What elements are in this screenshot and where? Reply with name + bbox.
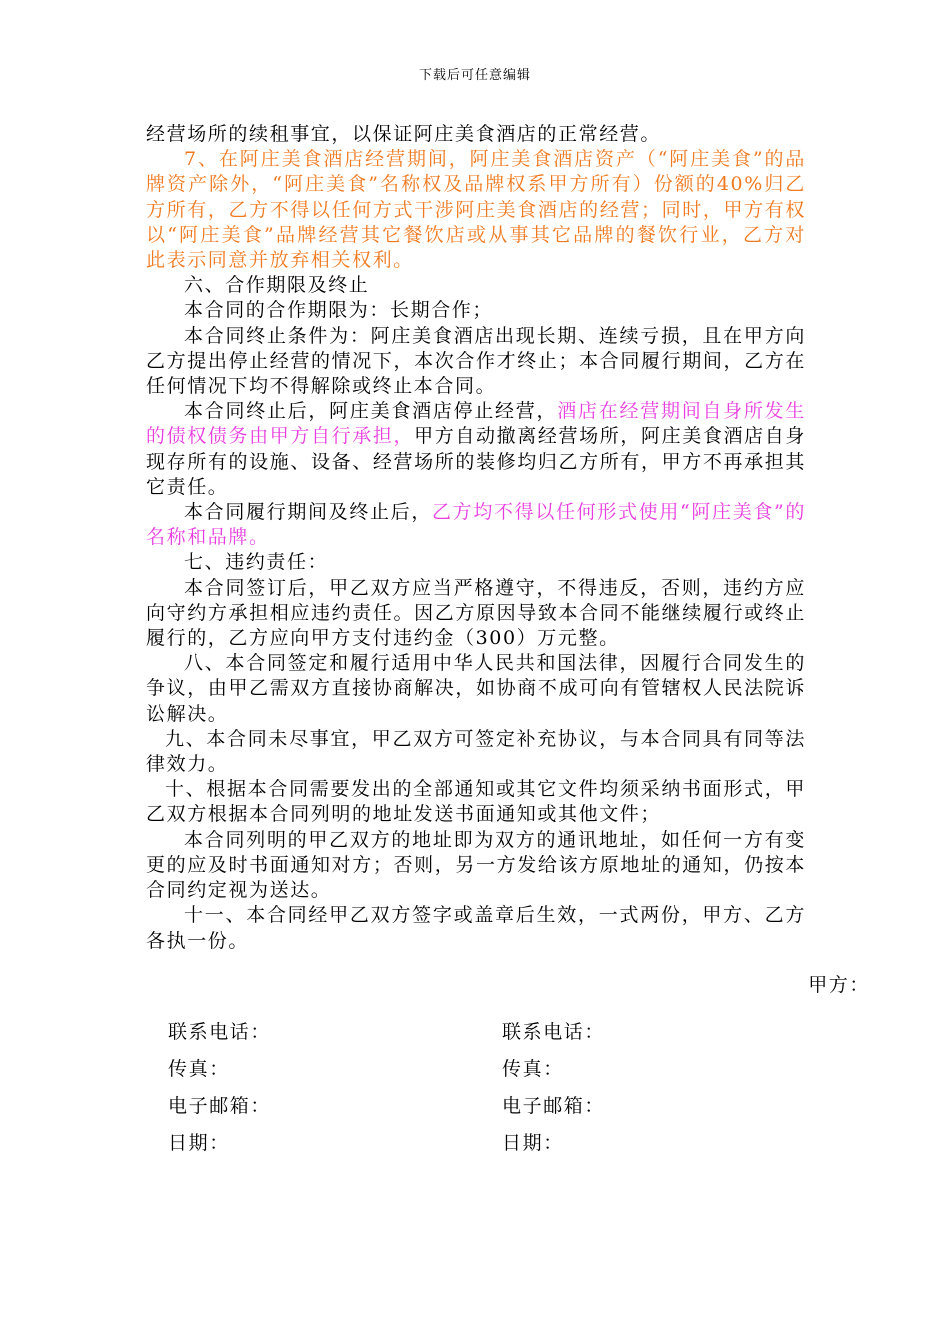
contact-fax-left: 传真： <box>168 1058 230 1080</box>
contact-email-left: 电子邮箱： <box>168 1095 272 1117</box>
text-segment: 九、本合同未尽事宜，甲乙双方可签定补充协议，与本合同具有同等法律效力。 <box>146 727 806 776</box>
contract-body <box>146 122 806 954</box>
contact-date-left: 日期： <box>168 1132 230 1154</box>
contact-block-left <box>168 1014 271 1162</box>
paragraph-p7 <box>146 550 806 575</box>
paragraph-p4 <box>146 324 806 400</box>
party-a-label: 甲方： <box>808 974 870 996</box>
contact-email-right: 电子邮箱： <box>502 1095 606 1117</box>
paragraph-p6 <box>146 500 806 550</box>
text-segment: 酒店在经营期间自身所发生的债权债务由甲方自行承担， <box>146 400 806 448</box>
text-segment: 7、在阿庄美食酒店经营期间，阿庄美食酒店资产（“阿庄美食”的品牌资产除外，“阿庄美食”名称权及品牌权系甲方所有）份额的40%归乙方所有，乙方不得以任何方式干涉阿庄美食酒店的经营；同时，甲方有权以“阿庄美食”品牌经营其它餐饮店或从事其它品牌的餐饮行业，乙方对此表示同意并放弃相关权利。 <box>146 148 806 272</box>
page-header: 下载后可任意编辑 <box>418 68 531 83</box>
text-segment: 七、违约责任： <box>184 551 329 574</box>
paragraph-p13 <box>146 903 806 953</box>
text-segment: 十、根据本合同需要发出的全部通知或其它文件均须采纳书面形式，甲乙双方根据本合同列明的地址发送书面通知或其他文件； <box>146 778 806 826</box>
text-segment: 本合同的合作期限为：长期合作； <box>184 299 494 322</box>
contact-phone-right: 联系电话： <box>502 1021 606 1043</box>
paragraph-p5 <box>146 399 806 500</box>
text-segment: 六、合作期限及终止 <box>184 274 370 297</box>
text-segment: 本合同签订后，甲乙双方应当严格遵守，不得违反，否则，违约方应向守约方承担相应违约责任。因乙方原因导致本合同不能继续履行或终止履行的，乙方应向甲方支付违约金（300）万元整。 <box>146 576 806 650</box>
paragraph-p11 <box>146 777 806 827</box>
contact-date-right: 日期： <box>502 1132 564 1154</box>
text-segment: 本合同履行期间及终止后， <box>184 501 432 524</box>
paragraph-p9 <box>146 651 806 727</box>
text-segment: 本合同终止后，阿庄美食酒店停止经营， <box>184 400 558 423</box>
paragraph-p1 <box>146 147 806 273</box>
contact-phone-left: 联系电话： <box>168 1021 272 1043</box>
paragraph-p2 <box>146 273 806 298</box>
text-segment: 八、本合同签定和履行适用中华人民共和国法律，因履行合同发生的争议，由甲乙需双方直接协商解决，如协商不成可向有管辖权人民法院诉讼解决。 <box>146 652 806 725</box>
text-segment: 甲方自动撤离经营场所，阿庄美食酒店自身现存所有的设施、设备、经营场所的装修均归乙方所有，甲方不再承担其它责任。 <box>146 425 806 498</box>
contact-block-right <box>502 1014 605 1162</box>
paragraph-p10 <box>146 727 806 777</box>
text-segment: 本合同终止条件为：阿庄美食酒店出现长期、连续亏损，且在甲方向乙方提出停止经营的情况下，本次合作才终止；本合同履行期间，乙方在任何情况下均不得解除或终止本合同。 <box>146 324 806 398</box>
paragraph-p3 <box>146 298 806 323</box>
text-segment: 乙方均不得以任何形式使用“阿庄美食”的名称和品牌。 <box>146 501 807 549</box>
text-segment: 本合同列明的甲乙双方的地址即为双方的通讯地址，如任何一方有变更的应及时书面通知对方；否则，另一方发给该方原地址的通知，仍按本合同约定视为送达。 <box>146 828 806 902</box>
paragraph-p0 <box>146 122 806 147</box>
text-segment: 十一、本合同经甲乙双方签字或盖章后生效，一式两份，甲方、乙方各执一份。 <box>146 904 806 952</box>
text-segment: 经营场所的续租事宜，以保证阿庄美食酒店的正常经营。 <box>146 123 662 145</box>
paragraph-p12 <box>146 828 806 904</box>
paragraph-p8 <box>146 576 806 652</box>
contact-fax-right: 传真： <box>502 1058 564 1080</box>
